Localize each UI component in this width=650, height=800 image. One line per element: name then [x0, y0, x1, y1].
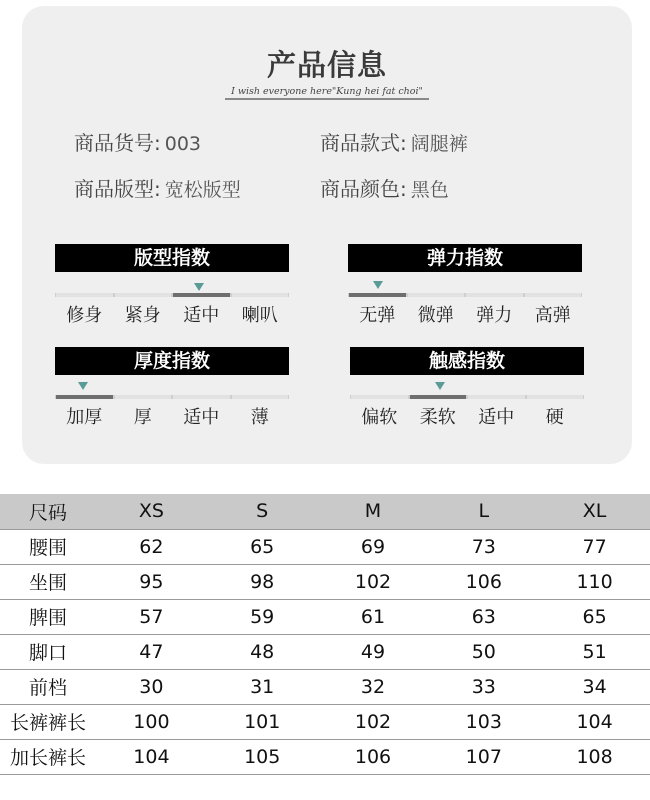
option-label: 柔软 [419, 407, 456, 428]
table-cell: 65 [207, 529, 318, 564]
option-label: 硬 [545, 407, 564, 428]
scale-segment [114, 395, 173, 399]
table-cell: 107 [428, 739, 539, 774]
scale-segment [55, 293, 114, 297]
row-label-cell: 坐围 [0, 564, 96, 599]
table-row [0, 564, 650, 599]
table-cell: 33 [428, 669, 539, 704]
header-cell: L [428, 494, 539, 529]
thickness-index-title: 厚度指数 [55, 347, 289, 375]
touch-index-scale [350, 395, 584, 399]
table-cell: 106 [318, 739, 429, 774]
table-cell: 49 [318, 634, 429, 669]
table-cell: 63 [428, 599, 539, 634]
table-row [0, 704, 650, 739]
scale-segment-selected [55, 395, 114, 399]
table-cell: 104 [539, 704, 650, 739]
table-cell: 77 [539, 529, 650, 564]
option-label: 厚 [133, 407, 152, 428]
scale-segment-selected [348, 293, 407, 297]
row-label-cell: 脚口 [0, 634, 96, 669]
table-row [0, 529, 650, 564]
scale-segment [231, 293, 290, 297]
table-row [0, 739, 650, 774]
table-header-row [0, 494, 650, 529]
info-label: 商品款式: [320, 131, 407, 155]
table-cell: 108 [539, 739, 650, 774]
option-label: 微弹 [417, 305, 454, 326]
info-value: 003 [164, 133, 202, 155]
page-title: 产品信息 [266, 48, 387, 82]
elasticity-index-marker-icon [373, 281, 383, 289]
header-cell: M [318, 494, 429, 529]
row-label-cell: 脾围 [0, 599, 96, 634]
table-cell: 59 [207, 599, 318, 634]
table-row [0, 669, 650, 704]
table-cell: 47 [96, 634, 207, 669]
info-label: 商品货号: [74, 131, 161, 155]
table-cell: 48 [207, 634, 318, 669]
thickness-index-scale [55, 395, 289, 399]
thickness-index-marker-icon [78, 382, 88, 390]
header-cell: XL [539, 494, 650, 529]
elasticity-index-scale [348, 293, 582, 297]
option-label: 加厚 [66, 407, 103, 428]
fit-index-title: 版型指数 [55, 244, 289, 272]
row-label-cell: 长裤裤长 [0, 704, 96, 739]
table-cell: 104 [96, 739, 207, 774]
scale-segment [231, 395, 290, 399]
table-cell: 62 [96, 529, 207, 564]
row-label-cell: 腰围 [0, 529, 96, 564]
table-cell: 103 [428, 704, 539, 739]
touch-index-marker-icon [435, 382, 445, 390]
table-cell: 95 [96, 564, 207, 599]
option-label: 弹力 [476, 305, 513, 326]
info-item-color [320, 173, 449, 202]
table-cell: 98 [207, 564, 318, 599]
option-label: 无弹 [359, 305, 396, 326]
table-cell: 50 [428, 634, 539, 669]
table-cell: 65 [539, 599, 650, 634]
option-label: 适中 [478, 407, 515, 428]
elasticity-index-options [348, 301, 582, 327]
table-cell: 105 [207, 739, 318, 774]
table-cell: 34 [539, 669, 650, 704]
info-label: 商品颜色: [320, 177, 407, 201]
table-cell: 73 [428, 529, 539, 564]
info-item-fit [74, 173, 241, 202]
table-row [0, 599, 650, 634]
fit-index-scale [55, 293, 289, 297]
fit-index-options [55, 301, 289, 327]
info-item-style [320, 127, 468, 156]
size-table [0, 494, 650, 775]
table-cell: 110 [539, 564, 650, 599]
scale-segment [407, 293, 466, 297]
table-cell: 61 [318, 599, 429, 634]
header-cell: 尺码 [0, 494, 96, 529]
table-cell: 106 [428, 564, 539, 599]
header-cell: S [207, 494, 318, 529]
info-value: 黑色 [410, 179, 449, 201]
info-item-number [74, 127, 201, 156]
row-label-cell: 前档 [0, 669, 96, 704]
elasticity-index-title: 弹力指数 [348, 244, 582, 272]
option-label: 偏软 [361, 407, 398, 428]
scale-segment [114, 293, 173, 297]
option-label: 适中 [183, 407, 220, 428]
option-label: 紧身 [124, 305, 161, 326]
table-row [0, 634, 650, 669]
option-label: 喇叭 [241, 305, 278, 326]
option-label: 适中 [183, 305, 220, 326]
option-label: 薄 [250, 407, 269, 428]
table-cell: 30 [96, 669, 207, 704]
table-cell: 31 [207, 669, 318, 704]
subtitle-text: I wish everyone here"Kung hei fat choi" [225, 86, 429, 100]
size-table-body [0, 529, 650, 774]
info-value: 阔腿裤 [410, 133, 468, 155]
scale-segment-selected [172, 293, 231, 297]
option-label: 高弹 [534, 305, 571, 326]
table-cell: 32 [318, 669, 429, 704]
header-cell: XS [96, 494, 207, 529]
touch-index-title: 触感指数 [350, 347, 584, 375]
scale-segment [526, 395, 585, 399]
scale-segment [350, 395, 409, 399]
thickness-index-options [55, 403, 289, 429]
scale-segment-selected [409, 395, 468, 399]
table-cell: 101 [207, 704, 318, 739]
scale-segment [172, 395, 231, 399]
scale-segment [467, 395, 526, 399]
option-label: 修身 [66, 305, 103, 326]
info-label: 商品版型: [74, 177, 161, 201]
scale-segment [524, 293, 583, 297]
row-label-cell: 加长裤长 [0, 739, 96, 774]
info-value: 宽松版型 [164, 179, 241, 201]
table-cell: 100 [96, 704, 207, 739]
table-cell: 102 [318, 704, 429, 739]
page-subtitle [22, 86, 632, 100]
table-cell: 69 [318, 529, 429, 564]
touch-index-options [350, 403, 584, 429]
table-cell: 102 [318, 564, 429, 599]
table-cell: 51 [539, 634, 650, 669]
fit-index-marker-icon [194, 283, 204, 291]
table-cell: 57 [96, 599, 207, 634]
scale-segment [465, 293, 524, 297]
